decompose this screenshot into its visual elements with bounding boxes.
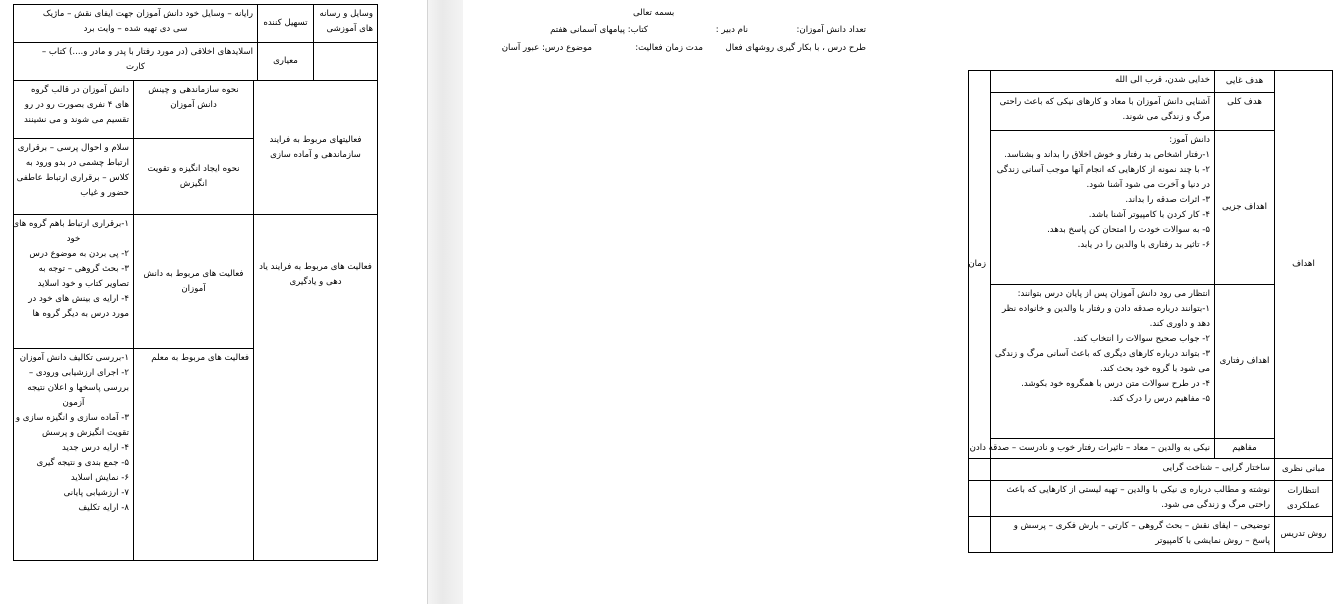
content-line: تقسیم می شوند و می نشینند [24, 115, 129, 125]
activity-time: مدت زمان فعالیت: [635, 43, 703, 53]
content-line: خدایی شدن، قرب الی الله [1114, 75, 1210, 85]
empty-cell [969, 459, 991, 481]
content-line: ۶- تاثیر بد رفتاری با والدین را در یابد. [1077, 240, 1210, 250]
resources-table [13, 4, 378, 81]
content-line: در دنیا و آخرت می شود آشنا شود. [1086, 180, 1210, 190]
content-line: ۱-بتوانند درباره صدقه دادن و رفتار با والدین و خانواده نظر [1001, 304, 1210, 314]
empty-cell [969, 517, 991, 553]
content-line: آزمون [62, 398, 85, 408]
content-line: بررسی پاسخها و اعلان نتیجه [27, 383, 129, 393]
facilitator-label: تسهیل کننده [263, 18, 308, 28]
standard-content-cell [14, 43, 258, 81]
label-cell [1215, 131, 1275, 285]
content-line: دانش آموز: [1169, 135, 1210, 145]
content-line: ۲- پی بردن به موضوع درس [29, 249, 129, 259]
final-goal-label: هدف غایی [1225, 76, 1264, 86]
content-line: ۸- ارایه تکلیف [78, 503, 129, 513]
content-cell [991, 93, 1215, 131]
facilitator-line: سی دی تهیه شده – وایت برد [83, 24, 188, 34]
content-cell [991, 131, 1215, 285]
content-line: راحتی مرگ و زندگی می شود. [1161, 500, 1270, 510]
content-line: ۱-رفتار اشخاص بد رفتار و خوش اخلاق را بداند و بشناسد. [1004, 150, 1210, 160]
content-line: انتظار می رود دانش آموزان پس از پایان درس بتوانند: [1017, 289, 1210, 299]
content-cell [991, 71, 1215, 93]
facilitator-label-cell [258, 5, 314, 43]
book-title: کتاب: پیامهای آسمانی هفتم [550, 25, 648, 35]
content-line: ۳- اثرات صدقه را بداند. [1125, 195, 1210, 205]
activities-table [13, 80, 378, 561]
content-line: ۵- مفاهیم درس را درک کند. [1109, 394, 1210, 404]
content-cell [991, 517, 1275, 553]
content-line: مرگ و زندگی می شوند. [1122, 112, 1210, 122]
document-page-left [0, 0, 427, 604]
content-line: تصاویر کتاب و خود اسلاید [37, 279, 129, 289]
stage-cell [254, 215, 378, 561]
content-line: ۷- ارزشیابی پایانی [63, 488, 129, 498]
lesson-plan-title: طرح درس ، با بکار گیری روشهای فعال [725, 43, 866, 53]
content-line: نیکی به والدین – معاد – تاثیرات رفتار خوب و نادرست – صدقه دادن [969, 443, 1210, 453]
resources-label: وسایل و رسانه های آموزشی [319, 9, 373, 34]
content-line: ۵- جمع بندی و نتیجه گیری [36, 458, 129, 468]
item-label-cell [134, 81, 254, 139]
stage-organizing-label: فعالیتهای مربوط به فرایند سازماندهی و آماده سازی [269, 134, 362, 160]
lesson-plan-table [968, 70, 1333, 553]
time-cell [969, 71, 991, 459]
label-cell [1215, 93, 1275, 131]
theory-label: مبانی نظری [1281, 464, 1325, 474]
content-cell [991, 481, 1275, 517]
stage-teaching-label: فعالیت های مربوط به فرایند یاد دهی و یادگیری [259, 262, 372, 287]
content-cell [969, 439, 1215, 459]
resources-label-cell [314, 5, 378, 43]
content-line: دهد و داوری کند. [1149, 319, 1210, 329]
item-motivation-label: نحوه ایجاد انگیزه و تقویت انگیزش [147, 163, 240, 189]
label-cell [1275, 517, 1333, 553]
goals-label: اهداف [1292, 259, 1315, 269]
empty-cell [969, 481, 991, 517]
teacher-name: نام دبیر : [715, 25, 748, 35]
content-line: های ۴ نفری بصورت رو در رو [24, 100, 129, 110]
content-line: پاسخ – روش نمایشی با کامپیوتر [1155, 536, 1270, 546]
standard-line: کارت [126, 62, 145, 72]
item-students-label: فعالیت های مربوط به دانش آموزان [143, 268, 244, 294]
label-cell [1275, 459, 1333, 481]
content-line: ۳- آماده سازی و انگیزه سازی و [15, 413, 129, 423]
content-line: ۶- نمایش اسلاید [70, 473, 129, 483]
content-line: ۴- ارایه درس جدید [61, 443, 129, 453]
content-line: ۴- کار کردن با کامپیوتر آشنا باشد. [1088, 210, 1210, 220]
standard-label: معیاری [273, 56, 298, 66]
goals-cell [1275, 71, 1333, 459]
time-label: زمان [968, 259, 986, 269]
item-content-cell [14, 139, 134, 215]
lesson-topic: موضوع درس: عبور آسان [501, 43, 592, 53]
item-teacher-label: فعالیت های مربوط به معلم [151, 353, 249, 363]
label-cell [1215, 439, 1275, 459]
content-line: کلاس – برقراری ارتباط عاطفی [16, 173, 129, 183]
content-line: توضیحی – ایفای نقش – بحث گروهی – کارتی – بارش فکری – پرسش و [1013, 521, 1270, 531]
content-line: ۳- بحث گروهی – توجه به [38, 264, 129, 274]
expectations-label: انتظارات عملکردی [1287, 485, 1320, 511]
page-gutter [427, 0, 465, 604]
facilitator-content-cell [14, 5, 258, 43]
content-line: ۴- در طرح سوالات متن درس با همگروه خود بکوشد. [1021, 379, 1210, 389]
content-cell [991, 285, 1215, 439]
content-line: ۲- با چند نمونه از کارهایی که انجام آنها موجب آسانی زندگی [996, 165, 1210, 175]
content-line: سلام و احوال پرسی – برقراری [17, 143, 129, 153]
bismillah: بسمه تعالی [633, 8, 675, 18]
empty-cell [314, 43, 378, 81]
general-goal-label: هدف کلی [1227, 97, 1262, 107]
item-content-cell [14, 349, 134, 561]
content-line: مورد درس به دیگر گروه ها [32, 309, 129, 319]
item-content-cell [14, 215, 134, 349]
concepts-label: مفاهیم [1232, 443, 1257, 453]
document-page-right [463, 0, 1327, 604]
content-line: ۲- اجرای ارزشیابی ورودی – [28, 368, 129, 378]
standard-line: اسلایدهای اخلاقی (در مورد رفتار با پدر و مادر و....) کتاب – [41, 47, 253, 57]
item-label-cell [134, 139, 254, 215]
content-line: تقویت انگیزش و پرسش [42, 428, 129, 438]
stage-cell [254, 81, 378, 215]
facilitator-line: رایانه – وسایل خود دانش آموزان جهت ایفای نقش – ماژیک [42, 9, 253, 19]
label-cell [1215, 285, 1275, 439]
content-line: ساختار گرایی – شناخت گرایی [1162, 463, 1270, 473]
content-line: ۴- ارایه ی بینش های خود در [28, 294, 129, 304]
label-cell [1215, 71, 1275, 93]
standard-label-cell [258, 43, 314, 81]
behavioral-goals-label: اهداف رفتاری [1219, 356, 1270, 366]
content-line: آشنایی دانش آموزان با معاد و کارهای نیکی که باعث راحتی [999, 97, 1210, 107]
content-line: ۲- جواب صحیح سوالات را انتخاب کند. [1073, 334, 1210, 344]
content-line: نوشته و مطالب درباره ی نیکی با والدین – تهیه لیستی از کارهایی که باعث [1006, 485, 1270, 495]
content-line: حضور و غیاب [80, 188, 129, 198]
content-line: خود [66, 234, 81, 244]
content-line: ۱-بررسی تکالیف دانش آموزان [19, 353, 129, 363]
students-count: تعداد دانش آموزان: [796, 25, 866, 35]
partial-goals-label: اهداف جزیی [1221, 202, 1268, 212]
content-line: دانش آموزان در قالب گروه [30, 85, 129, 95]
content-cell [991, 459, 1275, 481]
content-line: ۱-برقراری ارتباط باهم گروه های [12, 219, 129, 229]
label-cell [1275, 481, 1333, 517]
item-label-cell [134, 349, 254, 561]
method-label: روش تدریس [1280, 529, 1327, 539]
content-line: ارتباط چشمی در بدو ورود به [25, 158, 129, 168]
content-line: می شود با گروه خود بحث کند. [1099, 364, 1210, 374]
content-line: ۵- به سوالات خودت را امتحان کن پاسخ بدهد. [1047, 225, 1210, 235]
item-label-cell [134, 215, 254, 349]
item-organizing-label: نحوه سازماندهی و چینش دانش آموزان [148, 85, 239, 110]
content-line: ۳- بتواند درباره کارهای دیگری که باعث آسانی مرگ و زندگی [994, 349, 1210, 359]
item-content-cell [14, 81, 134, 139]
